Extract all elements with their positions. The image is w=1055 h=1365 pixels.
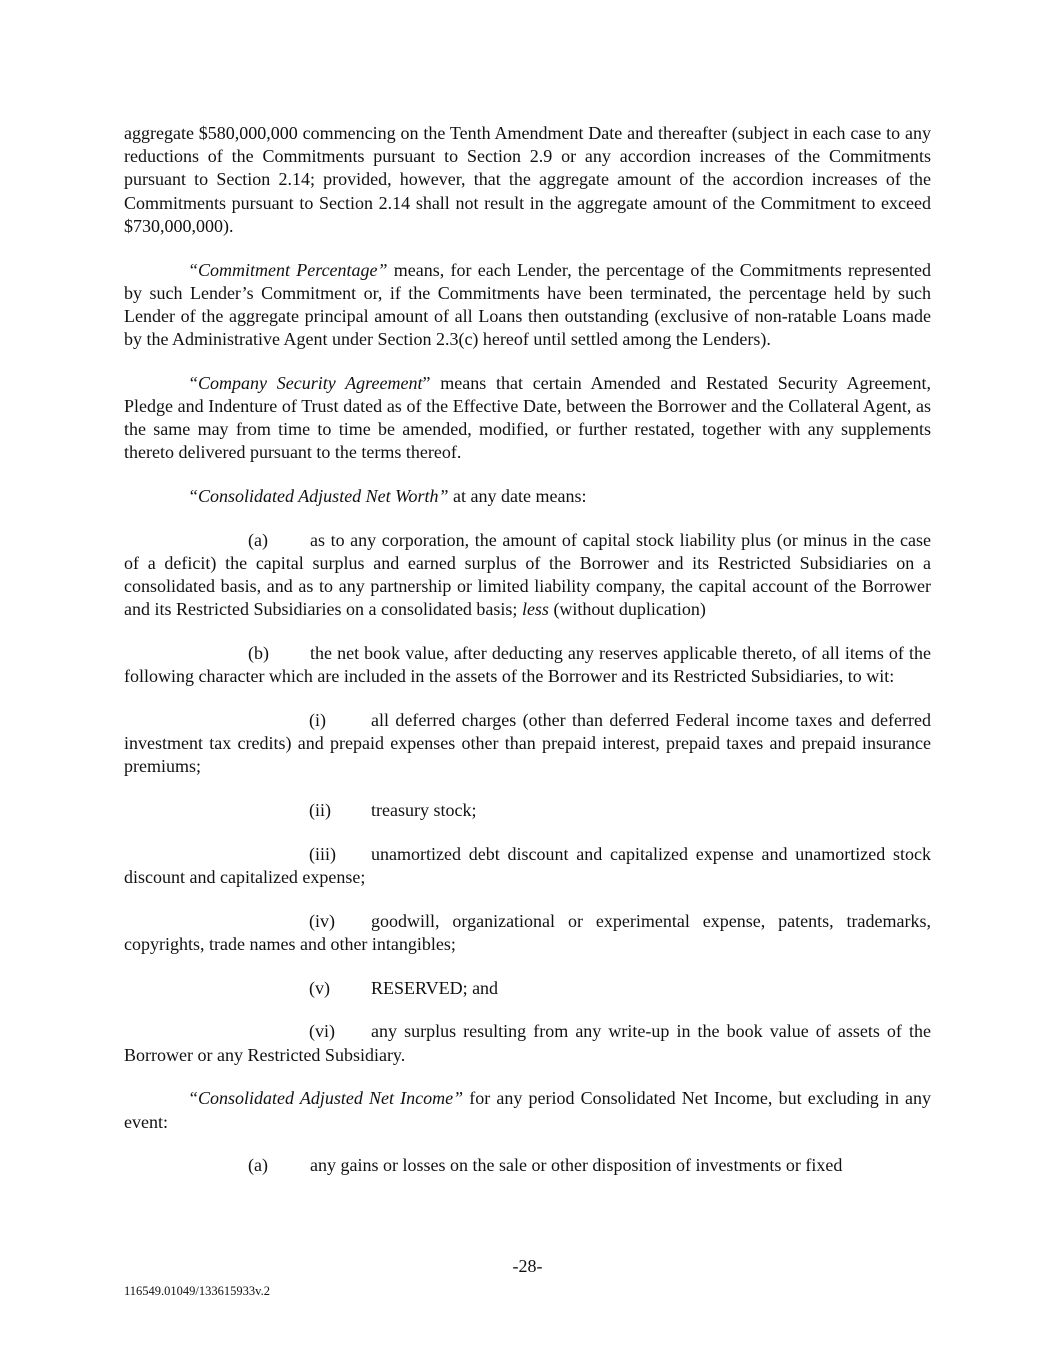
defined-term: “Commitment Percentage” — [188, 259, 388, 280]
subclause-text: any surplus resulting from any write-up in the book value of assets of the Borrower or any Restricted Subsidiary. — [124, 1021, 931, 1065]
page-body — [124, 122, 931, 1198]
subclause-label: (iv) — [309, 910, 335, 931]
paragraph-text: aggregate $580,000,000 commencing on the Tenth Amendment Date and thereafter (subject in each case to any reductions of the Commitments pursuant to Section 2.9 or any accordion increases of the Commitments pursuant to Section 2.14; provided, however, that the aggregate amount of the accordion increases of the Commitments pursuant to Section 2.14 shall not result in the aggregate amount of the Commitment to exceed $730,000,000). — [124, 123, 931, 236]
definition-consolidated-adjusted-net-income — [124, 1087, 931, 1133]
clause-text: any gains or losses on the sale or other disposition of investments or fixed — [310, 1155, 843, 1176]
defined-term: “Consolidated Adjusted Net Income” — [188, 1088, 464, 1109]
page-number: -28- — [512, 1256, 543, 1276]
clause-text: the net book value, after deducting any reserves applicable thereto, of all items of the following character which are included in the assets of the Borrower and its Restricted Subsidiaries, to wit: — [124, 643, 931, 687]
definition-text: means, for each Lender, the percentage of the Commitments represented by such Lender’s Commitment or, if the Commitments have been terminated, the percentage held by such Lender of the aggregate principal amount of all Loans then outstanding (exclusive of non-ratable Loans made by the Administrative Agent under Section 2.3(c) hereof until settled among the Lenders). — [124, 259, 931, 350]
clause-label: (b) — [248, 643, 269, 664]
definition-text: for any period Consolidated Net Income, but excluding in any event: — [124, 1088, 931, 1132]
subclause-text: all deferred charges (other than deferred Federal income taxes and deferred investment tax credits) and prepaid expenses other than prepaid interest, prepaid taxes and prepaid insurance premiums; — [124, 710, 931, 777]
clause-label: (a) — [248, 529, 268, 550]
clause-text-tail: (without duplication) — [548, 599, 706, 620]
definition-text: ” means that certain Amended and Restated Security Agreement, Pledge and Indenture of Trust dated as of the Effective Date, between the Borrower and the Collateral Agent, as the same may from time to time be amended, modified, or further restated, together with any supplements thereto delivered pursuant to the terms thereof. — [124, 372, 931, 463]
subclause-v-reserved — [124, 977, 931, 1000]
clause-emphasis: less — [521, 599, 549, 620]
clause-a-capital-stock — [124, 529, 931, 622]
subclause-label: (ii) — [309, 800, 331, 821]
clause-label: (a) — [248, 1155, 268, 1176]
subclause-text: RESERVED; and — [371, 977, 499, 998]
defined-term: “Consolidated Adjusted Net Worth” — [188, 486, 449, 507]
paragraph-aggregate-commitment — [124, 122, 931, 238]
subclause-label: (vi) — [309, 1021, 335, 1042]
definition-commitment-percentage — [124, 259, 931, 352]
subclause-text: treasury stock; — [371, 800, 477, 821]
clause-b-net-book-value — [124, 642, 931, 688]
subclause-ii-treasury-stock — [124, 799, 931, 822]
subclause-text: unamortized debt discount and capitalized expense and unamortized stock discount and capitalized expense; — [124, 843, 931, 888]
defined-term: “Company Security Agreement — [188, 372, 423, 393]
document-id: 116549.01049/133615933v.2 — [124, 1284, 270, 1298]
definition-company-security-agreement — [124, 372, 931, 465]
clause-a-gains-losses — [124, 1154, 931, 1177]
subclause-label: (i) — [309, 710, 326, 731]
subclause-iv-goodwill — [124, 910, 931, 956]
definition-text: at any date means: — [448, 486, 587, 507]
clause-text: as to any corporation, the amount of capital stock liability plus (or minus in the case of a deficit) the capital surplus and earned surplus of the Borrower and its Restricted Subsidiaries on a consolidated basis, and as to any partnership or limited liability company, the capital account of the Borrower and its Restricted Subsidiaries on a consolidated basis; — [124, 529, 931, 620]
subclause-label: (iii) — [309, 843, 336, 864]
subclause-iii-unamortized-debt — [124, 843, 931, 889]
subclause-vi-surplus — [124, 1020, 931, 1066]
subclause-label: (v) — [309, 977, 330, 998]
definition-consolidated-adjusted-net-worth — [124, 485, 931, 508]
subclause-text: goodwill, organizational or experimental expense, patents, trademarks, copyrights, trade names and other intangibles; — [124, 910, 931, 954]
subclause-i-deferred-charges — [124, 709, 931, 779]
